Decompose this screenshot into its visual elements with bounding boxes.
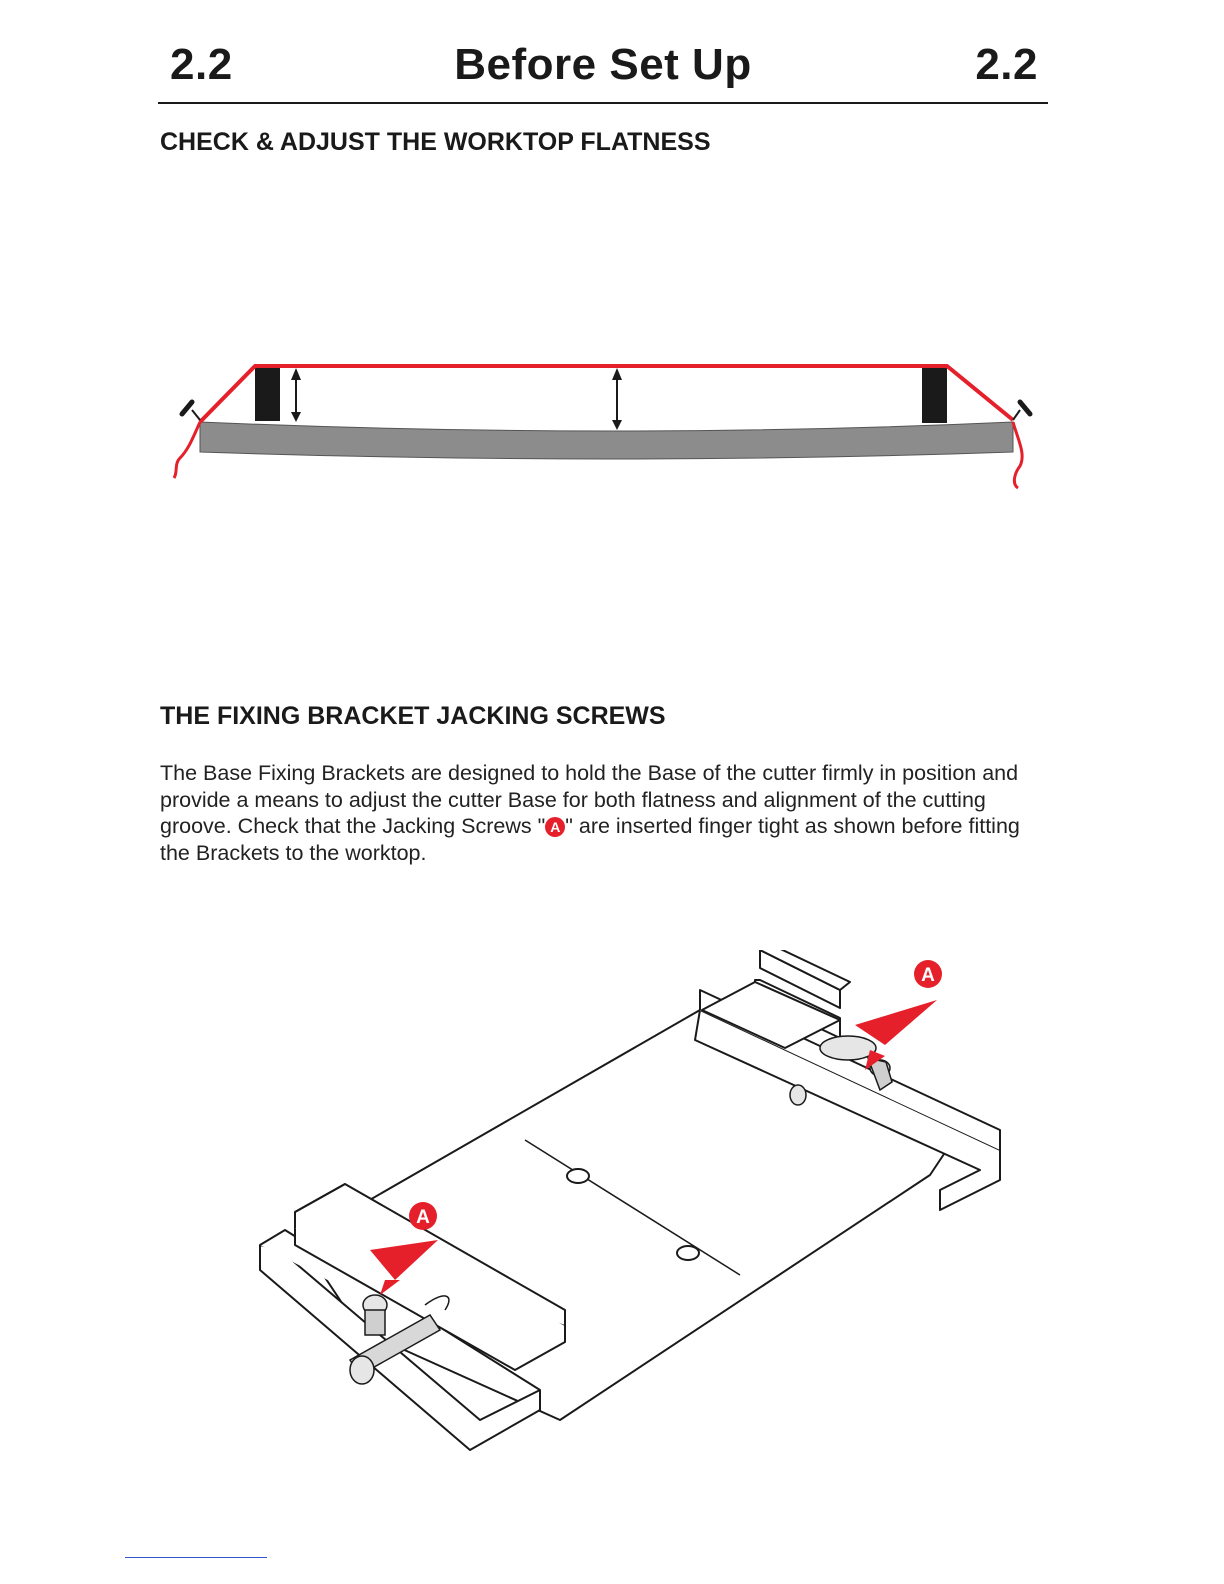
jacking-screws-heading: THE FIXING BRACKET JACKING SCREWS [160,702,666,730]
pin-right-shaft [1013,410,1020,420]
page-header [158,40,1048,96]
base-bracket-illustration [240,950,1040,1470]
gap-arrow-left [291,368,301,422]
flatness-diagram [160,350,1050,500]
section-number-left: 2.2 [170,40,233,89]
gap-arrow-center [612,368,622,430]
pin-left-shaft [192,410,200,420]
header-rule [158,102,1048,104]
callout-a-badge: A [545,817,565,837]
base-hole-lower [677,1246,699,1260]
string-line [200,366,1013,422]
worktop-board [200,422,1013,459]
callout-label-left: A [416,1207,430,1228]
worktop-flatness-heading: CHECK & ADJUST THE WORKTOP FLATNESS [160,128,711,156]
paragraph-text-2: " are inserted finger tight as shown before fitting the Brackets to the worktop. [160,814,1020,865]
base-hole-upper [567,1169,589,1183]
pin-right [1020,402,1030,414]
pin-left [182,402,192,414]
string-end-left [174,422,200,478]
string-end-right [1013,422,1022,488]
footer-link-line [125,1557,267,1558]
spacer-block-left [255,368,280,421]
spacer-block-right [922,368,947,423]
callout-label-right: A [921,965,935,986]
jacking-screws-paragraph [160,760,1050,866]
section-number-right: 2.2 [975,40,1038,89]
paragraph-text-1: The Base Fixing Brackets are designed to hold the Base of the cutter firmly in position and provide a means to adjust the cutter Base for both flatness and alignment of the cutting groove. Check that the Jacking Screws " [160,761,1019,838]
page-title: Before Set Up [454,40,752,89]
